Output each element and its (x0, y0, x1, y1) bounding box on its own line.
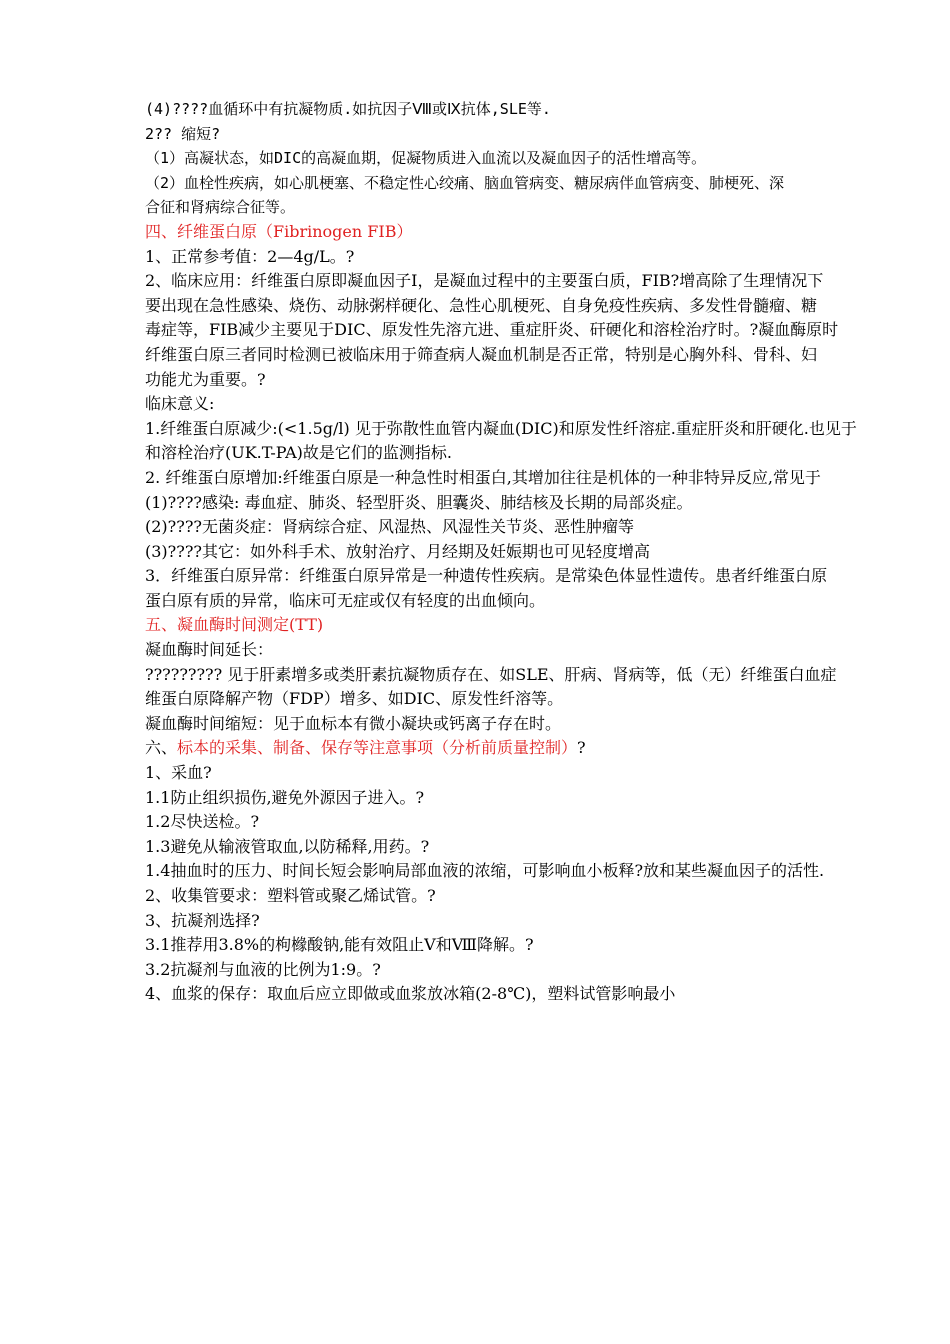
text-line (145, 736, 950, 761)
text-line: （2）血栓性疾病，如心肌梗塞、不稳定性心绞痛、脑血管病变、糖尿病伴血管病变、肺梗死、深 (145, 173, 785, 192)
document-page (145, 97, 950, 1007)
text-line: 和溶栓治疗(UK.T-PA)故是它们的监测指标. (145, 443, 452, 463)
text-line: 1.4抽血时的压力、时间长短会影响局部血液的浓缩，可影响血小板释?放和某些凝血因子的活性. (145, 861, 825, 881)
text-line: 2. 纤维蛋白原增加:纤维蛋白原是一种急性时相蛋白,其增加往往是机体的一种非特异反应,常见于 (145, 467, 821, 487)
text-line: 蛋白原有质的异常，临床可无症或仅有轻度的出血倾向。 (145, 590, 546, 610)
text-line: 功能尤为重要。? (145, 369, 266, 389)
text-line: 4、血浆的保存：取血后应立即做或血浆放冰箱(2-8℃)，塑料试管影响最小 (145, 984, 676, 1004)
text-line: （1）高凝状态，如DIC的高凝血期，促凝物质进入血流以及凝血因子的活性增高等。 (145, 149, 707, 168)
text-line: 合征和肾病综合征等。 (145, 198, 296, 217)
text-line: 3．纤维蛋白原异常：纤维蛋白原异常是一种遗传性疾病。是常染色体显性遗传。患者纤维蛋白原 (145, 566, 828, 586)
text-line: 五、凝血酶时间测定(TT) (145, 615, 324, 635)
text-line: 3.1推荐用3.8%的枸橼酸钠,能有效阻止Ⅴ和Ⅷ降解。? (145, 935, 534, 955)
text-line: 四、纤维蛋白原（Fibrinogen FIB） (145, 221, 413, 241)
text-line: 毒症等，FIB减少主要见于DIC、原发性先溶亢进、重症肝炎、矸硬化和溶栓治疗时。?凝血酶原时 (145, 320, 839, 340)
text-segment: 标本的采集、制备、保存等注意事项（分析前质量控制） (177, 738, 578, 758)
text-segment: 六、 (145, 738, 178, 758)
text-segment: ? (577, 738, 586, 758)
text-line: 凝血酶时间缩短：见于血标本有微小凝块或钙离子存在时。 (145, 713, 562, 733)
text-line: 1.1防止组织损伤,避免外源因子进入。? (145, 787, 425, 807)
text-line: 2?? 缩短? (145, 124, 221, 143)
text-line: (2)????无菌炎症：肾病综合症、风湿热、风湿性关节炎、恶性肿瘤等 (145, 517, 634, 537)
text-line: 2、临床应用：纤维蛋白原即凝血因子Ⅰ，是凝血过程中的主要蛋白质，FIB?增高除了生理情况下 (145, 271, 824, 291)
text-line: (1)????感染: 毒血症、肺炎、轻型肝炎、胆囊炎、肺结核及长期的局部炎症。 (145, 492, 693, 512)
text-line: (4)????血循环中有抗凝物质.如抗因子Ⅷ或Ⅸ抗体,SLE等. (145, 100, 551, 118)
text-line: 1.纤维蛋白原减少:(<1.5g/l) 见于弥散性血管内凝血(DIC)和原发性纤溶症.重症肝炎和肝硬化.也见于 (145, 418, 857, 438)
text-line: 3.2抗凝剂与血液的比例为1:9。? (145, 959, 381, 979)
text-line: 要出现在急性感染、烧伤、动脉粥样硬化、急性心肌梗死、自身免疫性疾病、多发性骨髓瘤、糖 (145, 295, 818, 315)
text-line: 1、采血? (145, 763, 212, 783)
text-line: (3)????其它：如外科手术、放射治疗、月经期及妊娠期也可见轻度增高 (145, 541, 650, 561)
text-line: 凝血酶时间延长： (145, 640, 274, 660)
text-line: 1.2尽快送检。? (145, 812, 260, 832)
text-line: 3、抗凝剂选择? (145, 910, 260, 930)
text-line: 临床意义: (145, 394, 215, 414)
text-line: 纤维蛋白原三者同时检测已被临床用于筛查病人凝血机制是否正常，特别是心胸外科、骨科、妇 (145, 344, 818, 364)
text-line: ????????? 见于肝素增多或类肝素抗凝物质存在、如SLE、肝病、肾病等，低（无）纤维蛋白血症 (145, 664, 837, 684)
text-line: 1.3避免从输液管取血,以防稀释,用药。? (145, 836, 430, 856)
text-line: 维蛋白原降解产物（FDP）增多、如DIC、原发性纤溶等。 (145, 689, 564, 709)
text-line: 2、收集管要求：塑料管或聚乙烯试管。? (145, 886, 436, 905)
text-line: 1、正常参考值：2—4g/L。? (145, 246, 355, 266)
